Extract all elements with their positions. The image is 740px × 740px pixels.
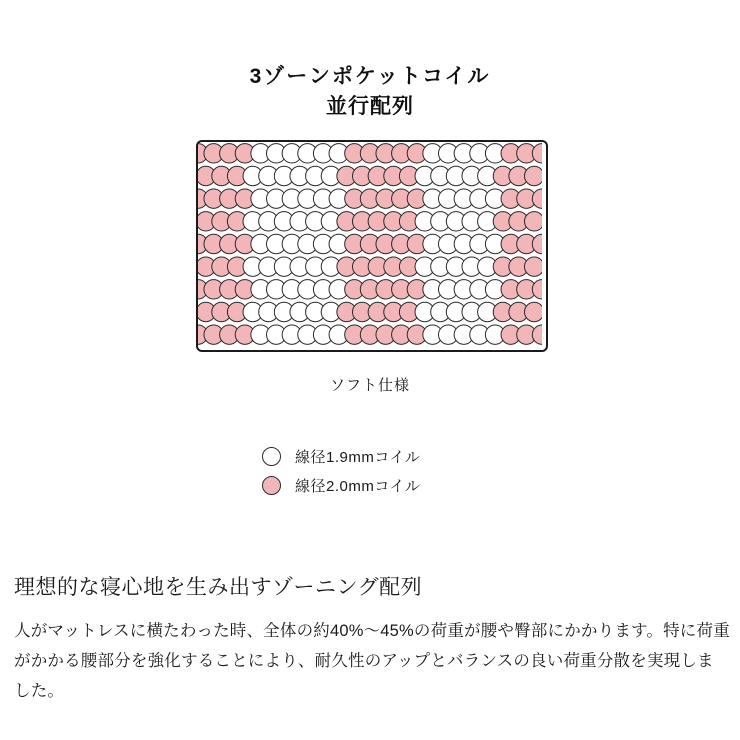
legend-item-soft: [262, 446, 478, 467]
title-line-1: 3ゾーンポケットコイル: [249, 65, 491, 88]
legend-label-soft: 線径1.9mmコイル: [295, 449, 421, 466]
title-line-2: 並行配列: [326, 95, 414, 118]
legend-item-firm: [262, 475, 478, 496]
page-title: [0, 62, 740, 122]
legend-swatch-soft-icon: [262, 447, 281, 466]
description-heading: 理想的な寝心地を生み出すゾーニング配列: [14, 576, 423, 599]
diagram-caption: ソフト仕様: [329, 377, 410, 394]
legend: [0, 446, 740, 496]
legend-swatch-firm-icon: [262, 476, 281, 495]
coil-layout-diagram: [196, 140, 548, 352]
coil-grid-svg: [198, 142, 542, 346]
description-paragraph: 人がマットレスに横たわった時、全体の約40%〜45%の荷重が腰や臀部にかかります。特に荷重がかかる腰部分を強化することにより、耐久性のアップとバランスの良い荷重分散を実現しました。: [14, 622, 730, 700]
description-block: [14, 572, 730, 706]
legend-label-firm: 線径2.0mmコイル: [295, 478, 421, 495]
